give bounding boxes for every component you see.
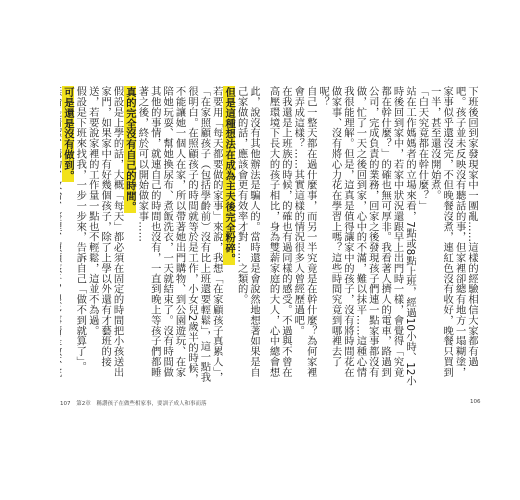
paragraph bbox=[60, 86, 62, 386]
paragraph bbox=[124, 86, 136, 386]
paragraph bbox=[235, 86, 260, 386]
paragraph-text bbox=[60, 86, 62, 382]
running-head-title: 稱讚孩子在做些相家事，要訓子成人和事而落 bbox=[96, 401, 207, 407]
paragraph-text: 下班後回到家發現家中一團亂……這樣的經驗相信大家都有過吧。孩子並未反映沒有聽話的事，但家裡卻總有地方一塌糊塗，家事似乎還沒完，不但晚餐沒煮，連紅色沒有收好，晚餐只買到一半，甚至還沒開始煮。 bbox=[428, 86, 478, 378]
paragraph bbox=[223, 86, 235, 386]
paragraph-text: 假設是上學的話，大概「每天」都必須在固定的時間把小孩送出家門，如果家中有好幾個孩子，除了上學以外還有才藝班的接送，若要說家裡的工作量一點也不輕鬆，這並不為過。 bbox=[86, 86, 124, 378]
chapter-label: 第2章 bbox=[76, 401, 91, 407]
paragraph-text: 站在工作媽媽者的立場來看，7點或8點上班，經過10小時、12小時後回到家中，若家中狀況還跟早上出門時一樣，會覺得「究竟都在幹什麼？」的確也無可厚非。我看著人擠人的電車，路過到公司，完成負責的業務，回家之後發現孩子們連一點家事都沒有做，忙了一天之後回到家，心中的不滿，難以抹平……這種心情我很能理解。但是，這真是值得讓家中的孩子，沒有將時間花在做家事、沒有將心力花在學習上嗎？這些時間究竟到哪裡去了呢？ bbox=[317, 86, 416, 386]
paragraph bbox=[268, 86, 292, 386]
highlighted-text: 真的完全沒有自己的時間。 bbox=[123, 87, 136, 212]
left-page-text bbox=[60, 86, 260, 386]
paragraph-text: 若要用「每天都要做的家事」來說，我想「在家顧孩子真累人」，「在家照顧孩子（包括學齡前）沒有比上班還要輕鬆」，這一點我很明白。在照顧孩子的時間就等於是工作，小女兒2歲半的時候，不能讓她一個人在家，所以帶著她出門購物、到公園遊玩、在家陪她玩耍、幫她換尿布、煮飯洗衣，一天就結束了。沒有時間做其他的事情，就連自己的時間也沒有，一直到晚上等孩子們都睡著之後，終於可以開始做家事…… bbox=[136, 86, 223, 384]
left-page-footer bbox=[60, 399, 207, 407]
paragraph bbox=[317, 86, 416, 386]
paragraph-text: 假設是下班來找我，一步一步來，告訴自己「做不到就算了」。 bbox=[74, 86, 87, 373]
highlighted-text: 可是還是沒有做到。 bbox=[61, 87, 74, 181]
right-page-number: 106 bbox=[470, 399, 481, 405]
left-page-number: 107 bbox=[60, 401, 71, 407]
right-page bbox=[268, 86, 478, 386]
paragraph bbox=[428, 86, 478, 386]
paragraph bbox=[62, 86, 74, 386]
paragraph-text: 「白天究竟都在幹什麼？」 bbox=[416, 86, 429, 211]
paragraph-text: 此，說沒有其他辦法是騙人的。當時還是會說然地想著如果是自己家做的話，應該會更有效率才對……之類的。 bbox=[235, 86, 260, 378]
paragraph bbox=[86, 86, 123, 386]
left-page bbox=[60, 86, 260, 386]
paragraph bbox=[74, 86, 86, 386]
right-page-footer bbox=[470, 399, 481, 405]
highlighted-text: 但是這種想法在成為主夫後完全粉碎。 bbox=[223, 87, 236, 264]
paragraph-text: 自己一整天都在過什麼事，而另一半究竟是在幹什麼？為何家裡會弄成這樣？……其實這樣的情況很多人曾經歷過吧。 bbox=[292, 86, 317, 378]
paragraph bbox=[136, 86, 223, 386]
right-page-text bbox=[268, 86, 478, 386]
paragraph bbox=[416, 86, 428, 386]
paragraph-text: 在我還是上班族的時候，的確也有過同樣的感受。不過與不曾在高壓環境下長大的孩子相比，身為雙薪家庭的大人，心中總會想 bbox=[268, 86, 292, 378]
paragraph bbox=[292, 86, 317, 386]
